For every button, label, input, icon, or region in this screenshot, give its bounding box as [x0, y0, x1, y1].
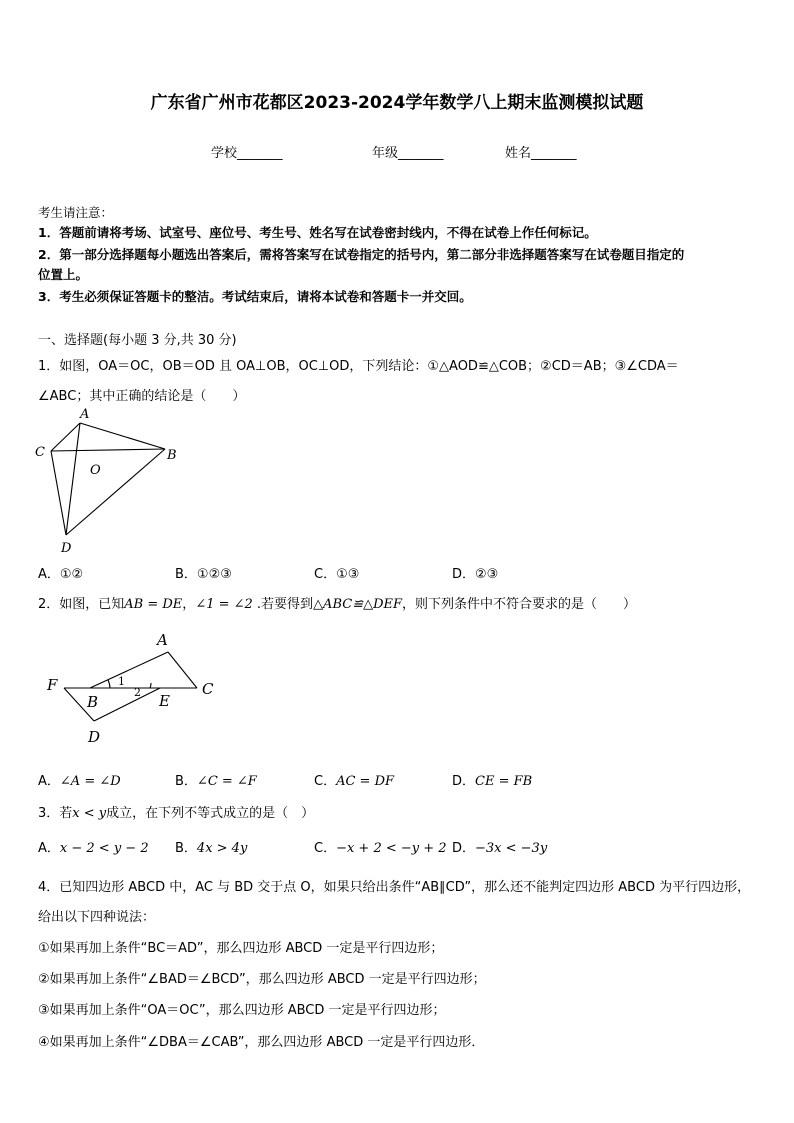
q1-label-d: D [61, 541, 72, 556]
notice-item-3: 3．考生必须保证答题卡的整洁。考试结束后，请将本试卷和答题卡一并交回。 [38, 289, 472, 304]
q3-option-d-letter: D． [452, 841, 476, 856]
q2-option-a[interactable] [38, 770, 121, 789]
q3-option-c-expr: −x + 2 < −y + 2 [336, 841, 447, 856]
q2-label-e: E [159, 692, 170, 710]
q2-prefix: 2．如图，已知 [38, 597, 125, 612]
notice-item-1: 1．答题前请将考场、试室号、座位号、考生号、姓名写在试卷密封线内，不得在试卷上作任何标记。 [38, 225, 597, 240]
q2-option-d[interactable] [452, 770, 532, 789]
q3-option-a[interactable] [38, 837, 149, 856]
q3-option-d[interactable] [452, 837, 547, 856]
q3-text [38, 802, 314, 821]
q3-option-c-letter: C． [314, 841, 337, 856]
q2-option-b-expr: ∠C = ∠F [196, 774, 257, 789]
q2-label-b: B [87, 693, 99, 711]
notice-item-2-cont: 位置上。 [38, 267, 89, 282]
q1-option-a[interactable]: A．①② [38, 567, 84, 582]
page-title: 广东省广州市花都区2023-2024学年数学八上期末监测模拟试题 [150, 93, 644, 113]
q3-cond: x < y [72, 806, 107, 821]
school-field: 学校_______ [211, 146, 283, 161]
q2-sep: ， [182, 597, 196, 612]
q3-option-c[interactable] [314, 837, 447, 856]
q2-figure [40, 625, 230, 750]
q4-statement-1: ①如果再加上条件“BC＝AD”，那么四边形 ABCD 一定是平行四边形； [38, 941, 444, 956]
q2-label-a: A [157, 631, 168, 649]
q2-option-c[interactable] [314, 770, 394, 789]
q2-option-d-letter: D． [452, 774, 476, 789]
q2-suffix: ，则下列条件中不符合要求的是（ ） [402, 597, 637, 612]
q2-label-c: C [202, 680, 214, 698]
notice-heading: 考生请注意： [38, 205, 114, 220]
q4-text-line2: 给出以下四种说法： [38, 910, 156, 925]
q2-option-d-expr: CE = FB [475, 774, 533, 789]
q2-label-f: F [47, 676, 58, 694]
q2-option-b-letter: B． [175, 774, 197, 789]
q3-option-a-expr: x − 2 < y − 2 [59, 841, 149, 856]
q4-statement-4: ④如果再加上条件“∠DBA＝∠CAB”，那么四边形 ABCD 一定是平行四边形． [38, 1035, 485, 1050]
q3-option-b-expr: 4x > 4y [196, 841, 248, 856]
q1-option-b[interactable]: B．①②③ [175, 567, 232, 582]
q1-text-line1: 1．如图，OA＝OC，OB＝OD 且 OA⊥OB，OC⊥OD，下列结论：①△AOD≌△COB；②CD＝AB；③∠CDA＝ [38, 359, 679, 374]
name-field: 姓名_______ [505, 146, 577, 161]
q2-cond-ab-de: AB = DE [124, 597, 183, 612]
q4-statement-2: ②如果再加上条件“∠BAD＝∠BCD”，那么四边形 ABCD 一定是平行四边形； [38, 972, 486, 987]
q3-suffix: 成立，在下列不等式成立的是（ ） [106, 806, 315, 821]
q2-option-a-expr: ∠A = ∠D [59, 774, 121, 789]
q1-label-o: O [90, 463, 101, 478]
q3-option-d-expr: −3x < −3y [475, 841, 548, 856]
q1-label-c: C [35, 445, 45, 460]
q2-cond-congruent: △ABC≌△DEF [313, 597, 403, 612]
q3-prefix: 3．若 [38, 806, 73, 821]
q4-statement-3: ③如果再加上条件“OA＝OC”，那么四边形 ABCD 一定是平行四边形； [38, 1003, 446, 1018]
q2-mid: .若要得到 [252, 597, 314, 612]
q1-label-b: B [167, 448, 177, 463]
q3-option-a-letter: A． [38, 841, 60, 856]
q3-option-b[interactable] [175, 837, 247, 856]
q2-cond-angles: ∠1 = ∠2 [195, 597, 253, 612]
q2-label-angle2: 2 [134, 686, 141, 699]
section-heading: 一、选择题(每小题 3 分,共 30 分) [38, 333, 237, 348]
q1-option-d[interactable]: D．②③ [452, 567, 499, 582]
notice-item-2: 2．第一部分选择题每小题选出答案后，需将答案写在试卷指定的括号内，第二部分非选择题答案写在试卷题目指定的 [38, 247, 685, 262]
q2-option-c-letter: C． [314, 774, 337, 789]
q4-text-line1: 4．已知四边形 ABCD 中，AC 与 BD 交于点 O，如果只给出条件“AB∥CD”，那么还不能判定四边形 ABCD 为平行四边形， [38, 880, 751, 895]
grade-field: 年级_______ [372, 146, 444, 161]
q2-option-b[interactable] [175, 770, 257, 789]
q1-label-a: A [80, 407, 90, 422]
q2-option-c-expr: AC = DF [336, 774, 395, 789]
q1-text-line2: ∠ABC；其中正确的结论是（ ） [38, 389, 246, 404]
q1-option-c[interactable]: C．①③ [314, 567, 360, 582]
q2-option-a-letter: A． [38, 774, 60, 789]
q2-label-d: D [88, 728, 101, 746]
q1-figure [30, 402, 190, 562]
q3-option-b-letter: B． [175, 841, 197, 856]
q2-label-angle1: 1 [118, 675, 125, 688]
q2-text [38, 593, 636, 612]
